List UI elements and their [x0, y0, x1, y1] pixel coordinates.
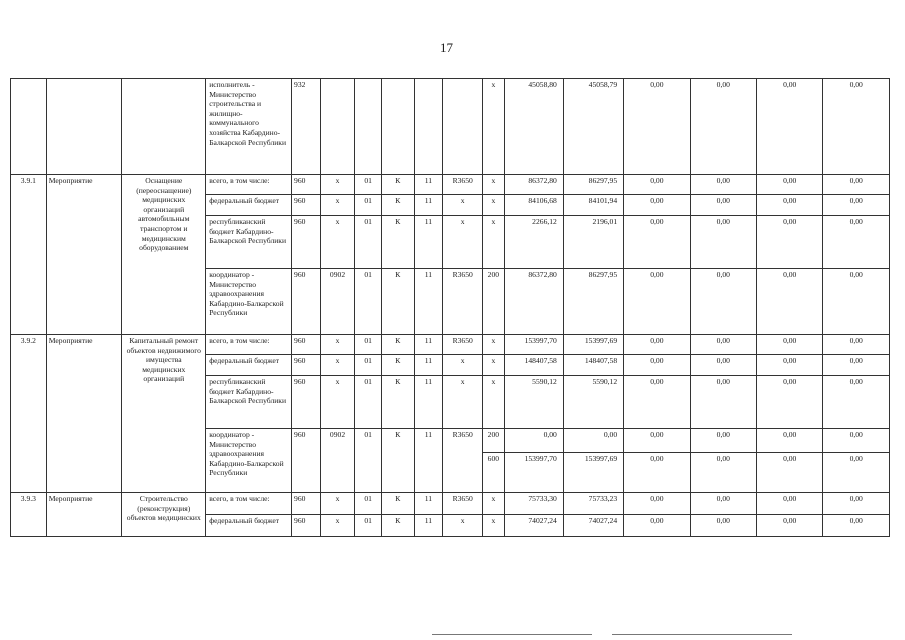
code-cell: 960 [292, 175, 321, 195]
amount-cell: 84101,94 [563, 195, 623, 216]
code-cell: 0902 [320, 429, 355, 493]
source-cell: всего, в том числе: [206, 175, 292, 195]
amount-cell: 0,00 [823, 453, 890, 493]
amount-cell: 2266,12 [504, 216, 563, 269]
amount-cell: 153997,69 [563, 335, 623, 355]
amount-cell: 0,00 [624, 216, 690, 269]
amount-cell: 0,00 [624, 195, 690, 216]
code-cell: 01 [355, 515, 382, 537]
source-cell: координатор - Министерство здравоохранения Кабардино-Балкарской Республики [206, 269, 292, 335]
code-cell: 11 [414, 515, 443, 537]
amount-cell: 45058,79 [563, 79, 623, 175]
code-cell: 11 [414, 376, 443, 429]
code-cell [414, 79, 443, 175]
code-cell: x [320, 195, 355, 216]
amount-cell: 0,00 [757, 216, 823, 269]
amount-cell: 0,00 [624, 269, 690, 335]
code-cell: К [381, 376, 414, 429]
code-cell: 01 [355, 355, 382, 376]
code-cell: x [320, 355, 355, 376]
scan-edge-line [432, 634, 592, 635]
code-cell: x [443, 195, 483, 216]
code-cell: x [483, 79, 504, 175]
code-cell: x [483, 376, 504, 429]
page-number: 17 [440, 40, 453, 55]
code-cell: К [381, 429, 414, 493]
code-cell: 11 [414, 335, 443, 355]
table-row [11, 79, 890, 175]
amount-cell: 153997,70 [504, 453, 563, 493]
code-cell: 01 [355, 175, 382, 195]
amount-cell: 86372,80 [504, 175, 563, 195]
code-cell: 11 [414, 175, 443, 195]
amount-cell: 45058,80 [504, 79, 563, 175]
amount-cell: 0,00 [624, 493, 690, 515]
code-cell: R3650 [443, 175, 483, 195]
amount-cell: 0,00 [690, 429, 756, 453]
amount-cell: 0,00 [624, 429, 690, 453]
amount-cell: 0,00 [690, 376, 756, 429]
table-row [11, 335, 890, 355]
code-cell: 11 [414, 195, 443, 216]
code-cell: x [320, 335, 355, 355]
amount-cell: 0,00 [823, 216, 890, 269]
amount-cell: 0,00 [757, 515, 823, 537]
code-cell: К [381, 515, 414, 537]
amount-cell: 86372,80 [504, 269, 563, 335]
amount-cell: 0,00 [823, 429, 890, 453]
amount-cell: 75733,30 [504, 493, 563, 515]
amount-cell: 148407,58 [563, 355, 623, 376]
code-cell: 960 [292, 515, 321, 537]
code-cell: x [483, 515, 504, 537]
row-name-cell: Оснащение (переоснащение) медицинских организаций автомобильным транспортом и медицинским оборудованием [122, 175, 206, 335]
source-cell: федеральный бюджет [206, 515, 292, 537]
amount-cell: 0,00 [823, 175, 890, 195]
amount-cell: 0,00 [823, 376, 890, 429]
code-cell [443, 79, 483, 175]
code-cell: x [320, 175, 355, 195]
code-cell: 01 [355, 376, 382, 429]
code-cell: 01 [355, 493, 382, 515]
code-cell: 11 [414, 355, 443, 376]
amount-cell: 84106,68 [504, 195, 563, 216]
code-cell: x [483, 335, 504, 355]
row-number-cell: 3.9.3 [11, 493, 47, 537]
code-cell: 200 [483, 429, 504, 453]
code-cell: К [381, 355, 414, 376]
code-cell: 960 [292, 216, 321, 269]
amount-cell: 74027,24 [504, 515, 563, 537]
code-cell: x [443, 355, 483, 376]
amount-cell: 0,00 [757, 493, 823, 515]
amount-cell: 0,00 [757, 79, 823, 175]
amount-cell: 0,00 [690, 175, 756, 195]
amount-cell: 0,00 [823, 355, 890, 376]
code-cell: 600 [483, 453, 504, 493]
code-cell: 960 [292, 269, 321, 335]
code-cell: x [483, 175, 504, 195]
budget-table [10, 78, 890, 537]
amount-cell: 0,00 [690, 335, 756, 355]
amount-cell: 0,00 [757, 376, 823, 429]
code-cell: x [320, 515, 355, 537]
amount-cell: 0,00 [757, 269, 823, 335]
source-cell: республиканский бюджет Кабардино-Балкарской Республики [206, 376, 292, 429]
row-number-cell: 3.9.2 [11, 335, 47, 493]
code-cell: x [483, 195, 504, 216]
code-cell: x [443, 515, 483, 537]
amount-cell: 0,00 [624, 453, 690, 493]
amount-cell: 0,00 [624, 175, 690, 195]
amount-cell: 0,00 [624, 79, 690, 175]
code-cell: 01 [355, 269, 382, 335]
code-cell: R3650 [443, 335, 483, 355]
code-cell: R3650 [443, 269, 483, 335]
amount-cell: 0,00 [823, 515, 890, 537]
amount-cell: 0,00 [690, 355, 756, 376]
code-cell: 960 [292, 429, 321, 493]
code-cell: К [381, 175, 414, 195]
row-kind-cell: Мероприятие [46, 335, 122, 493]
code-cell: x [443, 376, 483, 429]
code-cell: К [381, 493, 414, 515]
amount-cell: 0,00 [624, 355, 690, 376]
source-cell: всего, в том числе: [206, 493, 292, 515]
amount-cell: 86297,95 [563, 269, 623, 335]
code-cell: 11 [414, 429, 443, 493]
code-cell: x [443, 216, 483, 269]
source-cell: республиканский бюджет Кабардино-Балкарской Республики [206, 216, 292, 269]
amount-cell: 0,00 [690, 79, 756, 175]
source-cell: координатор - Министерство здравоохранения Кабардино-Балкарской Республики [206, 429, 292, 493]
code-cell: 0902 [320, 269, 355, 335]
amount-cell: 0,00 [690, 515, 756, 537]
amount-cell: 153997,69 [563, 453, 623, 493]
source-cell: всего, в том числе: [206, 335, 292, 355]
code-cell: x [320, 493, 355, 515]
amount-cell: 0,00 [690, 216, 756, 269]
amount-cell: 153997,70 [504, 335, 563, 355]
row-kind-cell: Мероприятие [46, 493, 122, 537]
code-cell: К [381, 195, 414, 216]
amount-cell: 0,00 [823, 335, 890, 355]
amount-cell: 0,00 [690, 195, 756, 216]
amount-cell: 0,00 [504, 429, 563, 453]
amount-cell: 5590,12 [563, 376, 623, 429]
table-row [11, 175, 890, 195]
amount-cell: 0,00 [757, 335, 823, 355]
code-cell: R3650 [443, 493, 483, 515]
amount-cell: 0,00 [624, 335, 690, 355]
code-cell: 960 [292, 355, 321, 376]
code-cell: 01 [355, 429, 382, 493]
amount-cell: 0,00 [624, 376, 690, 429]
amount-cell: 0,00 [823, 79, 890, 175]
amount-cell: 0,00 [690, 269, 756, 335]
amount-cell: 5590,12 [504, 376, 563, 429]
code-cell: 960 [292, 376, 321, 429]
source-cell: федеральный бюджет [206, 195, 292, 216]
amount-cell: 86297,95 [563, 175, 623, 195]
code-cell: x [483, 493, 504, 515]
code-cell: 11 [414, 216, 443, 269]
code-cell: К [381, 216, 414, 269]
code-cell: x [483, 216, 504, 269]
source-cell: исполнитель - Министерство строительства и жилищно-коммунального хозяйства Кабардино-Балкарской Республики [206, 79, 292, 175]
table-row [11, 493, 890, 515]
amount-cell: 0,00 [690, 453, 756, 493]
row-number-cell [11, 79, 47, 175]
amount-cell: 0,00 [823, 269, 890, 335]
source-cell: федеральный бюджет [206, 355, 292, 376]
amount-cell: 0,00 [757, 429, 823, 453]
amount-cell: 0,00 [757, 355, 823, 376]
row-name-cell: Строительство (реконструкция) объектов медицинских [122, 493, 206, 537]
code-cell: 11 [414, 493, 443, 515]
code-cell: 932 [292, 79, 321, 175]
amount-cell: 74027,24 [563, 515, 623, 537]
code-cell: 200 [483, 269, 504, 335]
code-cell: К [381, 269, 414, 335]
code-cell: x [320, 376, 355, 429]
code-cell [320, 79, 355, 175]
code-cell [355, 79, 382, 175]
row-name-cell [122, 79, 206, 175]
row-kind-cell [46, 79, 122, 175]
amount-cell: 75733,23 [563, 493, 623, 515]
code-cell: 960 [292, 335, 321, 355]
amount-cell: 0,00 [624, 515, 690, 537]
code-cell: 11 [414, 269, 443, 335]
code-cell: 01 [355, 216, 382, 269]
row-kind-cell: Мероприятие [46, 175, 122, 335]
amount-cell: 0,00 [563, 429, 623, 453]
amount-cell: 0,00 [757, 453, 823, 493]
code-cell: 960 [292, 195, 321, 216]
amount-cell: 148407,58 [504, 355, 563, 376]
amount-cell: 2196,01 [563, 216, 623, 269]
code-cell: R3650 [443, 429, 483, 493]
code-cell: 960 [292, 493, 321, 515]
amount-cell: 0,00 [823, 195, 890, 216]
code-cell: x [483, 355, 504, 376]
amount-cell: 0,00 [823, 493, 890, 515]
code-cell: x [320, 216, 355, 269]
code-cell: 01 [355, 335, 382, 355]
code-cell: 01 [355, 195, 382, 216]
code-cell: К [381, 335, 414, 355]
amount-cell: 0,00 [757, 175, 823, 195]
row-name-cell: Капитальный ремонт объектов недвижимого имущества медицинских организаций [122, 335, 206, 493]
scan-edge-line [612, 634, 792, 635]
code-cell [381, 79, 414, 175]
row-number-cell: 3.9.1 [11, 175, 47, 335]
amount-cell: 0,00 [690, 493, 756, 515]
amount-cell: 0,00 [757, 195, 823, 216]
